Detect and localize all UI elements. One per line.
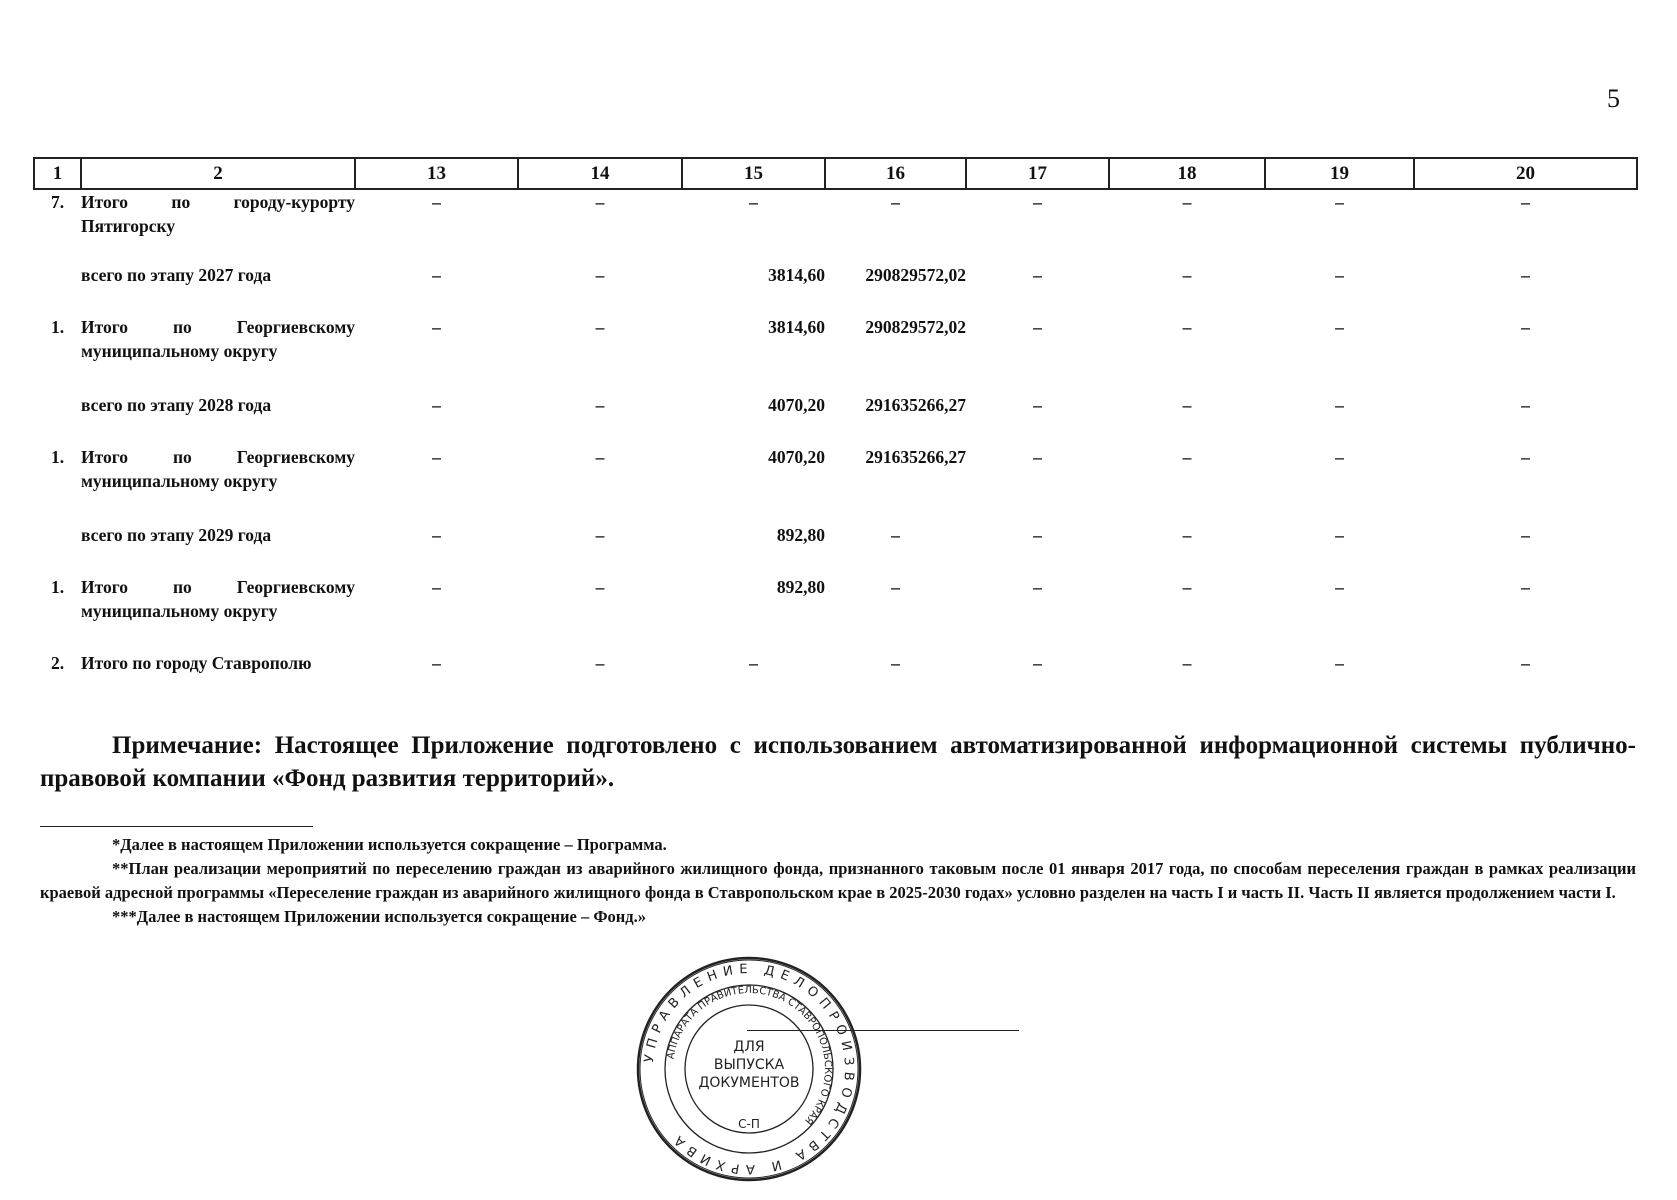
table-row bbox=[34, 575, 1637, 651]
cell-value: – bbox=[1335, 525, 1344, 545]
column-header-13: 13 bbox=[355, 158, 518, 189]
cell-value: – bbox=[1335, 653, 1344, 673]
cell-value: – bbox=[1033, 653, 1042, 673]
cell-value: – bbox=[1521, 395, 1530, 415]
cell-value: – bbox=[1521, 317, 1530, 337]
cell-value: – bbox=[1033, 447, 1042, 467]
row-title: Итого по городу-курорту Пятигорску bbox=[81, 192, 355, 236]
signature-line bbox=[747, 1030, 1019, 1031]
row-title: всего по этапу 2027 года bbox=[81, 265, 272, 285]
cell-value: – bbox=[1335, 395, 1344, 415]
cell-value: 892,80 bbox=[776, 577, 825, 597]
cell-value: – bbox=[891, 192, 900, 212]
column-header-15: 15 bbox=[682, 158, 825, 189]
column-header-18: 18 bbox=[1109, 158, 1265, 189]
footnote-separator bbox=[40, 826, 313, 827]
stamp-outer-text: УПРАВЛЕНИЕ ДЕЛОПРОИЗВОДСТВА И АРХИВА bbox=[642, 961, 857, 1177]
cell-value: 4070,20 bbox=[768, 447, 825, 467]
cell-value: – bbox=[1521, 447, 1530, 467]
table-row bbox=[34, 651, 1637, 685]
column-header-16: 16 bbox=[825, 158, 966, 189]
cell-value: – bbox=[891, 525, 900, 545]
cell-value: – bbox=[749, 653, 758, 673]
cell-value: – bbox=[1335, 317, 1344, 337]
row-number bbox=[34, 523, 81, 575]
stage-total-row bbox=[34, 393, 1637, 445]
cell-value: – bbox=[1033, 317, 1042, 337]
row-title: всего по этапу 2028 года bbox=[81, 395, 272, 415]
cell-value: – bbox=[432, 447, 441, 467]
cell-value: – bbox=[432, 525, 441, 545]
cell-value: – bbox=[432, 577, 441, 597]
cell-value: – bbox=[1182, 265, 1192, 285]
cell-value: – bbox=[1521, 192, 1530, 212]
cell-value: – bbox=[1335, 577, 1344, 597]
cell-value: 290829572,02 bbox=[865, 265, 966, 285]
row-title: Итого по Георгиевскому муниципальному округу bbox=[81, 577, 355, 621]
page-number: 5 bbox=[1607, 84, 1620, 113]
cell-value: – bbox=[1521, 577, 1530, 597]
column-header-20: 20 bbox=[1414, 158, 1637, 189]
cell-value: – bbox=[432, 265, 441, 285]
cell-value: – bbox=[1335, 447, 1344, 467]
table-row bbox=[34, 315, 1637, 393]
cell-value: – bbox=[1033, 395, 1042, 415]
column-header-14: 14 bbox=[518, 158, 682, 189]
column-header-19: 19 bbox=[1265, 158, 1414, 189]
row-number: 7. bbox=[50, 192, 65, 212]
cell-value: – bbox=[595, 525, 605, 545]
cell-value: 892,80 bbox=[776, 525, 825, 545]
cell-value: – bbox=[891, 577, 900, 597]
cell-value: 3814,60 bbox=[768, 317, 825, 337]
row-number: 1. bbox=[50, 577, 65, 597]
cell-value: – bbox=[595, 653, 605, 673]
row-title: Итого по городу Ставрополю bbox=[81, 653, 312, 673]
cell-value: – bbox=[1033, 525, 1042, 545]
cell-value: 3814,60 bbox=[768, 265, 825, 285]
footnote-1: *Далее в настоящем Приложении используется сокращение – Программа. bbox=[112, 835, 667, 854]
stamp-code: С-П bbox=[738, 1117, 760, 1131]
cell-value: – bbox=[1182, 653, 1192, 673]
table-header-row bbox=[34, 158, 1637, 189]
cell-value: – bbox=[1182, 192, 1192, 212]
cell-value: – bbox=[1521, 265, 1530, 285]
cell-value: – bbox=[595, 265, 605, 285]
cell-value: – bbox=[432, 317, 441, 337]
row-number: 1. bbox=[50, 317, 65, 337]
cell-value: – bbox=[432, 192, 441, 212]
table-header bbox=[34, 158, 1637, 189]
stamp-center-line-2: ВЫПУСКА bbox=[713, 1057, 785, 1073]
cell-value: – bbox=[1182, 577, 1192, 597]
cell-value: – bbox=[1182, 447, 1192, 467]
cell-value: – bbox=[595, 395, 605, 415]
stage-total-row bbox=[34, 523, 1637, 575]
official-stamp bbox=[636, 956, 862, 1182]
stage-total-row bbox=[34, 263, 1637, 315]
row-number bbox=[34, 263, 81, 315]
cell-value: 4070,20 bbox=[768, 395, 825, 415]
cell-value: 291635266,27 bbox=[865, 447, 966, 467]
cell-value: – bbox=[432, 653, 441, 673]
cell-value: – bbox=[432, 395, 441, 415]
row-title: всего по этапу 2029 года bbox=[81, 525, 272, 545]
table-body bbox=[34, 189, 1637, 685]
cell-value: – bbox=[1033, 265, 1042, 285]
cell-value: – bbox=[1033, 577, 1042, 597]
stamp-inner-text: АППАРАТА ПРАВИТЕЛЬСТВА СТАВРОПОЛЬСКОГО КРАЯ bbox=[665, 984, 834, 1127]
cell-value: 290829572,02 bbox=[865, 317, 966, 337]
cell-value: – bbox=[1182, 525, 1192, 545]
cell-value: – bbox=[1033, 192, 1042, 212]
cell-value: – bbox=[595, 447, 605, 467]
cell-value: – bbox=[749, 192, 758, 212]
row-number: 1. bbox=[50, 447, 65, 467]
cell-value: 291635266,27 bbox=[865, 395, 966, 415]
row-number bbox=[34, 393, 81, 445]
column-header-17: 17 bbox=[966, 158, 1109, 189]
cell-value: – bbox=[1335, 192, 1344, 212]
row-title: Итого по Георгиевскому муниципальному округу bbox=[81, 317, 355, 361]
row-number: 2. bbox=[50, 653, 65, 673]
footnotes bbox=[40, 833, 1636, 929]
table-row bbox=[34, 445, 1637, 523]
cell-value: – bbox=[595, 192, 605, 212]
cell-value: – bbox=[1521, 525, 1530, 545]
cell-value: – bbox=[595, 577, 605, 597]
cell-value: – bbox=[1182, 317, 1192, 337]
footnote-2: **План реализации мероприятий по переселению граждан из аварийного жилищного фонда, признанного таковым после 01 января 2017 года, по способам переселения граждан в рамках реализации краевой адресной программы «Переселение граждан из аварийного жилищного фонда в Ставропольском крае в 2025-2030 годах» условно разделен на часть I и часть II. Часть II является продолжением части I. bbox=[40, 859, 1636, 902]
row-title: Итого по Георгиевскому муниципальному округу bbox=[81, 447, 355, 491]
table-row bbox=[34, 189, 1637, 263]
cell-value: – bbox=[1335, 265, 1344, 285]
program-table bbox=[33, 157, 1638, 685]
note-paragraph: Примечание: Настоящее Приложение подготовлено с использованием автоматизированной информационной системы публично-правовой компании «Фонд развития территорий». bbox=[40, 732, 1636, 792]
cell-value: – bbox=[891, 653, 900, 673]
cell-value: – bbox=[1182, 395, 1192, 415]
column-header-2: 2 bbox=[81, 158, 355, 189]
footnote-3: ***Далее в настоящем Приложении используется сокращение – Фонд.» bbox=[112, 907, 646, 926]
stamp-center-line-3: ДОКУМЕНТОВ bbox=[698, 1075, 800, 1091]
cell-value: – bbox=[1521, 653, 1530, 673]
column-header-1: 1 bbox=[34, 158, 81, 189]
cell-value: – bbox=[595, 317, 605, 337]
stamp-center-line-1: ДЛЯ bbox=[733, 1039, 765, 1055]
